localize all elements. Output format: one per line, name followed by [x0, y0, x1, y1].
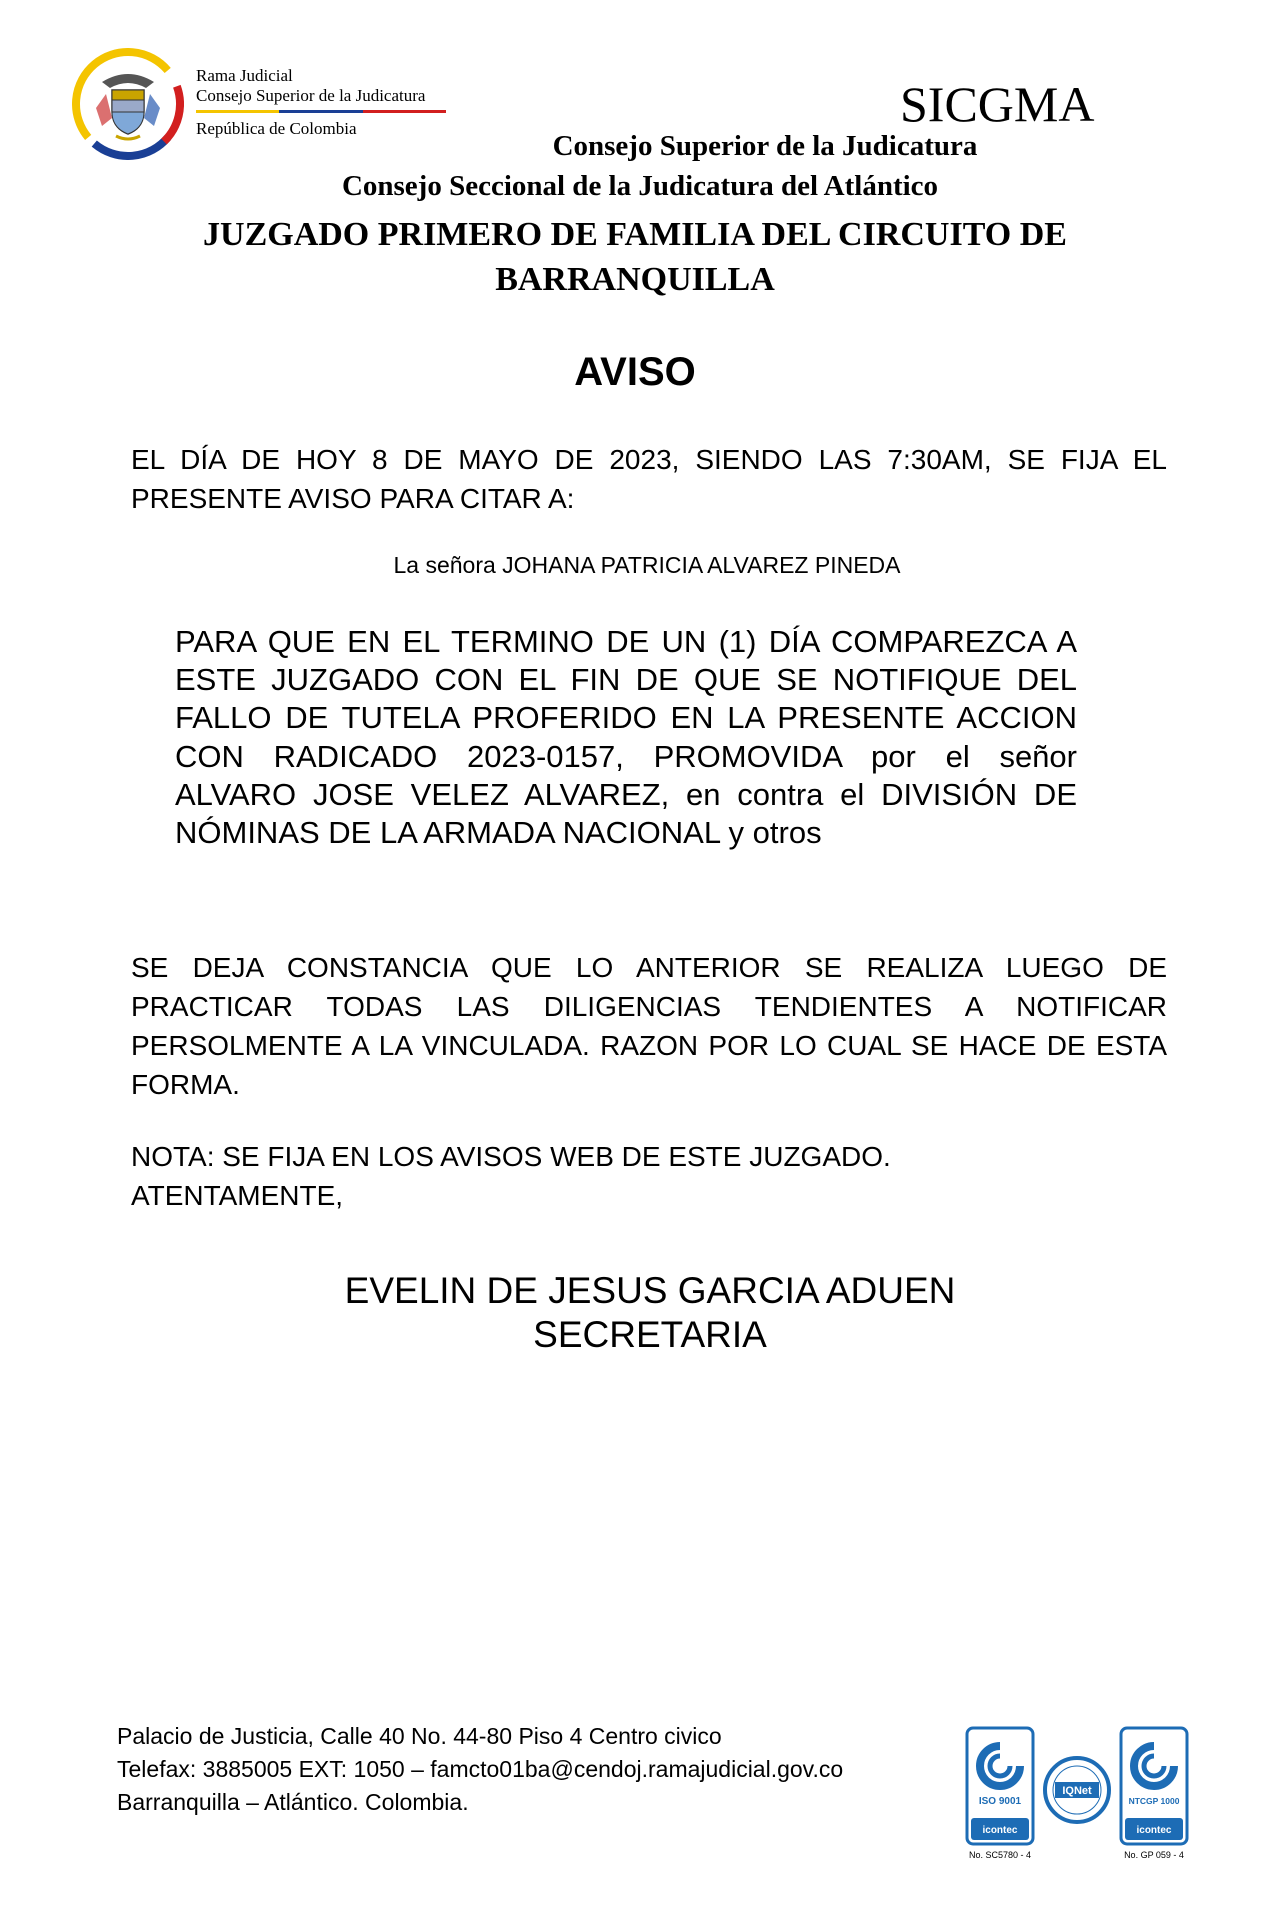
republica-text: República de Colombia: [196, 119, 357, 138]
paragraph-constancia: SE DEJA CONSTANCIA QUE LO ANTERIOR SE REALIZA LUEGO DE PRACTICAR TODAS LAS DILIGENCIAS TENDIENTES A NOTIFICAR PERSOLMENTE A LA VINCULADA. RAZON POR LO CUAL SE HACE DE ESTA FORMA.: [131, 952, 1167, 1100]
juzgado-line-1: JUZGADO PRIMERO DE FAMILIA DEL CIRCUITO DE: [203, 216, 1067, 253]
consejo-seccional-heading: Consejo Seccional de la Judicatura del Atlántico: [341, 170, 939, 202]
svg-text:icontec: icontec: [1136, 1825, 1172, 1836]
svg-text:NTCGP 1000: NTCGP 1000: [1128, 1796, 1180, 1806]
footer-line-2: Telefax: 3885005 EXT: 1050 – famcto01ba@cendoj.ramajudicial.gov.co: [117, 1756, 844, 1782]
signature-name: EVELIN DE JESUS GARCIA ADUEN: [344, 1270, 956, 1311]
signature-role: SECRETARIA: [533, 1314, 767, 1355]
footer-line-1: Palacio de Justicia, Calle 40 No. 44-80 Piso 4 Centro civico: [117, 1723, 722, 1749]
tricolor-rule: [196, 110, 446, 113]
paragraph-fecha: EL DÍA DE HOY 8 DE MAYO DE 2023, SIENDO LAS 7:30AM, SE FIJA EL PRESENTE AVISO PARA CITAR A:: [131, 444, 1167, 514]
ntcgp-1000-badge-icon: [1121, 1728, 1187, 1860]
svg-text:IQNet: IQNet: [1062, 1785, 1092, 1797]
rama-judicial-block: [196, 66, 456, 139]
iqnet-badge-icon: [1045, 1758, 1109, 1822]
consejo-superior-heading: Consejo Superior de la Judicatura: [552, 130, 978, 162]
document-title: AVISO: [574, 350, 696, 394]
atentamente-line: ATENTAMENTE,: [131, 1180, 344, 1211]
sicgma-label: SICGMA: [900, 76, 1095, 132]
paragraph-comparezca: PARA QUE EN EL TERMINO DE UN (1) DÍA COMPAREZCA A ESTE JUZGADO CON EL FIN DE QUE SE NOTIFIQUE DEL FALLO DE TUTELA PROFERIDO EN LA PRESENTE ACCION CON RADICADO 2023-0157, PROMOVIDA por el señor ALVARO JOSE VELEZ ALVAREZ, en contra el DIVISIÓN DE NÓMINAS DE LA ARMADA NACIONAL y otros: [175, 624, 1077, 851]
svg-text:ISO 9001: ISO 9001: [978, 1796, 1022, 1807]
juzgado-heading: [0, 212, 1270, 302]
footer-line-3: Barranquilla – Atlántico. Colombia.: [117, 1789, 469, 1815]
consejo-superior-small-text: Consejo Superior de la Judicatura: [196, 86, 426, 105]
footer-address: [117, 1720, 843, 1819]
svg-text:No. GP 059 - 4: No. GP 059 - 4: [1124, 1850, 1184, 1860]
nota-line: NOTA: SE FIJA EN LOS AVISOS WEB DE ESTE JUZGADO.: [131, 1141, 891, 1172]
iso-9001-badge-icon: [967, 1728, 1033, 1860]
rama-judicial-text: Rama Judicial: [196, 66, 293, 85]
citado-line: La señora JOHANA PATRICIA ALVAREZ PINEDA: [393, 552, 901, 578]
svg-text:icontec: icontec: [982, 1825, 1018, 1836]
juzgado-line-2: BARRANQUILLA: [495, 261, 775, 298]
svg-text:No. SC5780 - 4: No. SC5780 - 4: [968, 1850, 1032, 1860]
certification-logos: [965, 1726, 1190, 1866]
